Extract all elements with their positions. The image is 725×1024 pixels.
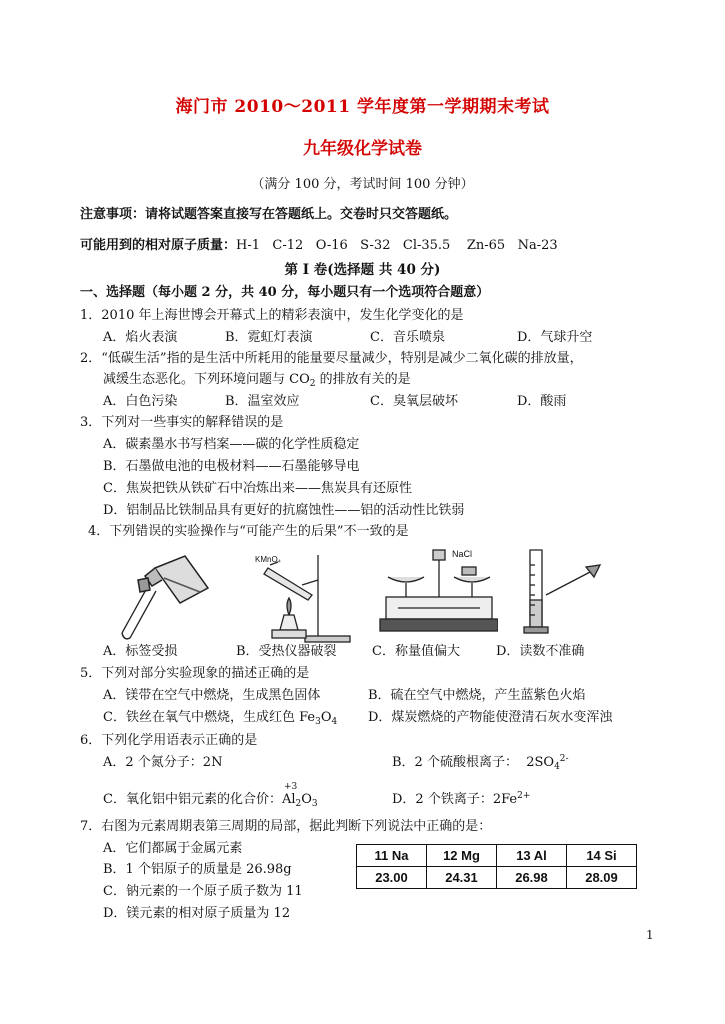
q2-stem2-text: 减缓生态恶化。下列环境问题与 CO xyxy=(103,372,310,387)
q5-option-d: D．煤炭燃烧的产物能使澄清石灰水变浑浊 xyxy=(368,710,613,725)
q2-stem-line2 xyxy=(103,368,411,389)
part-note: （每小题 2 分，共 40 分，每小题只有一个选项符合题意） xyxy=(145,285,490,300)
alumina-sub2: 3 xyxy=(311,799,318,809)
q6-option-b-text: B．2 个硫酸根离子： 2SO xyxy=(392,755,555,770)
q3-option-a: A．碳素墨水书写档案——碳的化学性质稳定 xyxy=(103,437,360,452)
q4-option-c: C．称量值偏大 xyxy=(372,644,460,659)
q3-option-d: D．铝制品比铁制品具有更好的抗腐蚀性——铝的活动性比铁弱 xyxy=(103,503,465,518)
q7-option-c: C．钠元素的一个原子质子数为 11 xyxy=(103,884,303,899)
q1-option-c: C．音乐喷泉 xyxy=(370,330,445,345)
q2-stem2-sub: 2 xyxy=(309,379,316,389)
atomic-mass-label: 可能用到的相对原子质量： xyxy=(80,238,237,253)
q5-stem: 5．下列对部分实验现象的描述正确的是 xyxy=(80,666,310,681)
notice-text: 请将试题答案直接写在答题纸上。交卷时只交答题纸。 xyxy=(145,207,458,222)
q6-option-d-text: D．2 个铁离子：2Fe xyxy=(392,792,518,807)
periodic-table-fragment xyxy=(356,844,637,889)
exam-info: （满分 100 分，考试时间 100 分钟） xyxy=(251,177,474,192)
element-name-cell: 13 Al xyxy=(497,845,567,867)
atomic-mass-values: H-1 C-12 O-16 S-32 Cl-35.5 Zn-65 Na-23 xyxy=(236,238,558,253)
q3-option-b: B．石墨做电池的电极材料——石墨能够导电 xyxy=(103,459,360,474)
q6-option-b xyxy=(392,751,569,772)
heating-apparatus-figure xyxy=(250,550,355,645)
q6-option-b-sub: 4 xyxy=(554,762,560,772)
atomic-mass-line xyxy=(80,234,558,253)
q2-stem: 2．“低碳生活”指的是生活中所耗用的能量要尽量减少，特别是减少二氧化碳的排放量， xyxy=(80,351,583,366)
q6-option-d xyxy=(392,788,530,807)
q2-stem2-end: 的排放有关的是 xyxy=(315,372,411,387)
q5-option-c-sub2: 4 xyxy=(331,717,338,727)
q6-option-a: A．2 个氮分子：2N xyxy=(103,755,223,770)
q7-option-d: D．镁元素的相对原子质量为 12 xyxy=(103,906,291,921)
periodic-names-row xyxy=(357,845,637,867)
q7-option-b: B．1 个铝原子的质量是 26.98g xyxy=(103,862,292,877)
q5-option-a: A．镁带在空气中燃烧，生成黑色固体 xyxy=(103,688,321,703)
q1-stem: 1．2010 年上海世博会开幕式上的精彩表演中，发生化学变化的是 xyxy=(80,308,464,323)
q4-option-b: B．受热仪器破裂 xyxy=(236,644,337,659)
q3-option-c: C．焦炭把铁从铁矿石中冶炼出来——焦炭具有还原性 xyxy=(103,481,412,496)
q6-option-b-sup: 2- xyxy=(559,754,569,764)
alumina-sub1: 2 xyxy=(295,799,302,809)
q4-stem: 4．下列错误的实验操作与“可能产生的后果”不一致的是 xyxy=(88,524,409,539)
exam-subtitle: 九年级化学试卷 xyxy=(303,139,422,159)
alumina-o: O xyxy=(301,792,312,807)
q5-option-b: B．硫在空气中燃烧，产生蓝紫色火焰 xyxy=(368,688,586,703)
kmno4-label: KMnO₄ xyxy=(255,555,281,564)
element-mass-cell: 28.09 xyxy=(567,867,637,889)
notice-label: 注意事项： xyxy=(80,207,146,222)
pouring-liquid-figure xyxy=(100,548,215,643)
element-mass-cell: 26.98 xyxy=(497,867,567,889)
notice xyxy=(80,203,457,222)
q6-option-c xyxy=(103,782,318,809)
cylinder-reading-figure xyxy=(520,545,610,640)
q5-option-c-mid: O xyxy=(320,710,332,725)
element-name-cell: 14 Si xyxy=(567,845,637,867)
page-number: 1 xyxy=(646,928,654,942)
q2-option-c: C．臭氧层破坏 xyxy=(370,394,458,409)
q6-option-c-text: C．氧化铝中铝元素的化合价： xyxy=(103,792,282,807)
q5-option-c xyxy=(103,706,337,727)
q2-option-d: D．酸雨 xyxy=(517,394,567,409)
element-mass-cell: 23.00 xyxy=(357,867,427,889)
q1-option-d: D．气球升空 xyxy=(517,330,593,345)
q7-option-a: A．它们都属于金属元素 xyxy=(103,841,243,856)
alumina-valence-formula xyxy=(281,782,318,809)
alumina-valence-charge: +3 xyxy=(283,782,298,792)
exam-title: 海门市 2010～2011 学年度第一学期期末考试 xyxy=(175,97,550,117)
q5-option-c-sub1: 3 xyxy=(315,717,321,727)
section-title: 第 I 卷(选择题 共 40 分) xyxy=(284,262,441,278)
q4-option-a: A．标签受损 xyxy=(103,644,178,659)
q7-stem: 7．右图为元素周期表第三周期的局部，据此判断下列说法中正确的是： xyxy=(80,819,492,834)
q6-option-d-sup: 2+ xyxy=(517,791,531,801)
alumina-al: Al xyxy=(281,792,296,807)
q3-stem: 3．下列对一些事实的解释错误的是 xyxy=(80,415,284,430)
q5-option-c-text: C．铁丝在氧气中燃烧，生成红色 Fe xyxy=(103,710,316,725)
part-heading xyxy=(80,281,489,300)
balance-figure xyxy=(378,545,498,640)
element-name-cell: 11 Na xyxy=(357,845,427,867)
q2-option-b: B．温室效应 xyxy=(225,394,300,409)
q1-option-b: B．霓虹灯表演 xyxy=(225,330,313,345)
part-label: 一、选择题 xyxy=(80,285,146,300)
periodic-mass-row xyxy=(357,867,637,889)
q1-option-a: A．焰火表演 xyxy=(103,330,178,345)
q4-option-d: D．读数不准确 xyxy=(496,644,585,659)
q2-option-a: A．白色污染 xyxy=(103,394,178,409)
nacl-label: NaCl xyxy=(452,549,473,559)
element-name-cell: 12 Mg xyxy=(427,845,497,867)
element-mass-cell: 24.31 xyxy=(427,867,497,889)
q6-stem: 6．下列化学用语表示正确的是 xyxy=(80,733,258,748)
